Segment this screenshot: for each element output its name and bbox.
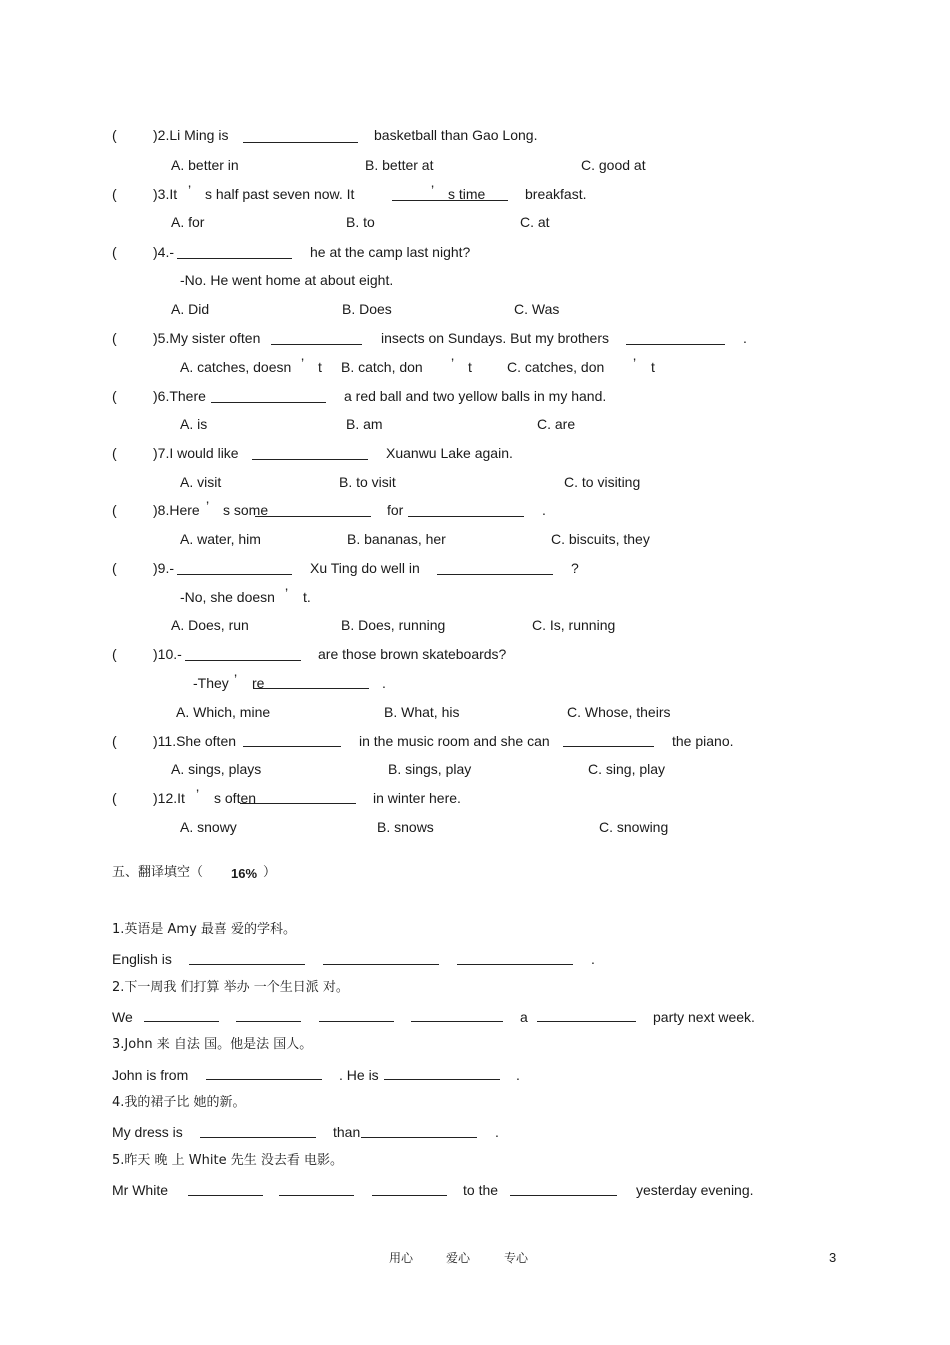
answer-paren: (	[112, 560, 117, 576]
answer-blank	[626, 344, 725, 345]
question-stem: )2.Li Ming is	[153, 127, 229, 143]
answer-paren: (	[112, 646, 117, 662]
question-stem: )9.-	[153, 560, 174, 576]
apostrophe: ’	[431, 182, 435, 198]
chinese-prompt: 4.我的裙子比 她的新。	[112, 1095, 246, 1110]
section-title-close: ）	[263, 865, 277, 880]
chinese-prompt: 2.下一周我 们打算 举办 一个生日派 对。	[112, 980, 349, 995]
option-b: B. to visit	[339, 474, 396, 490]
english-sentence: party next week.	[653, 1009, 755, 1025]
question-stem: )5.My sister often	[153, 330, 261, 346]
english-sentence: yesterday evening.	[636, 1182, 754, 1198]
question-stem: )7.I would like	[153, 445, 239, 461]
question-stem: Xu Ting do well in	[310, 560, 420, 576]
answer-blank	[253, 688, 369, 689]
chinese-prompt: 5.昨天 晚 上 White 先生 没去看 电影。	[112, 1153, 343, 1168]
answer-blank	[200, 1137, 316, 1138]
answer-paren: (	[112, 186, 117, 202]
question-stem: .	[542, 502, 546, 518]
dialogue-reply-end: .	[382, 675, 386, 691]
answer-blank	[279, 1195, 354, 1196]
question-stem: s half past seven now. It	[205, 186, 355, 202]
option-c: C. sing, play	[588, 761, 666, 777]
question-stem: in winter here.	[373, 790, 461, 806]
answer-blank	[177, 258, 292, 259]
answer-blank	[236, 1021, 301, 1022]
footer-motto: 专心	[504, 1251, 529, 1265]
answer-paren: (	[112, 502, 117, 518]
option-b: B. am	[346, 416, 383, 432]
section-score: 16%	[231, 866, 258, 881]
answer-blank	[537, 1021, 636, 1022]
answer-blank	[392, 200, 508, 201]
question-stem: Xuanwu Lake again.	[386, 445, 513, 461]
question-stem: basketball than Gao Long.	[374, 127, 538, 143]
option-a: A. for	[171, 214, 205, 230]
apostrophe: ’	[196, 786, 200, 802]
answer-blank	[563, 746, 654, 747]
question-stem: ?	[571, 560, 579, 576]
answer-blank	[437, 574, 553, 575]
question-stem: for	[387, 502, 404, 518]
footer-motto: 爱心	[446, 1251, 471, 1265]
option-b: B. better at	[365, 157, 434, 173]
answer-blank	[384, 1079, 500, 1080]
answer-blank	[271, 344, 362, 345]
dialogue-reply: -They	[193, 675, 229, 691]
page-number: 3	[829, 1250, 837, 1265]
option-c: C. are	[537, 416, 576, 432]
answer-blank	[243, 746, 341, 747]
answer-blank	[411, 1021, 503, 1022]
option-c: C. catches, don	[507, 359, 605, 375]
option-c: C. to visiting	[564, 474, 641, 490]
dialogue-reply-end: t.	[303, 589, 311, 605]
question-stem: )3.It	[153, 186, 178, 202]
answer-blank	[188, 1195, 263, 1196]
option-b: B. sings, play	[388, 761, 472, 777]
apostrophe: ’	[633, 355, 637, 371]
option-b-end: t	[468, 359, 472, 375]
question-stem: )8.Here	[153, 502, 200, 518]
option-c: C. at	[520, 214, 550, 230]
question-stem: )11.She often	[153, 733, 237, 749]
answer-paren: (	[112, 127, 117, 143]
section-title: 五、翻译填空（	[112, 865, 204, 880]
option-b: B. bananas, her	[347, 531, 446, 547]
chinese-prompt: 3.John 来 自法 国。他是法 国人。	[112, 1037, 313, 1052]
question-stem: .	[743, 330, 747, 346]
english-sentence: than	[333, 1124, 361, 1140]
english-sentence: .	[495, 1124, 499, 1140]
question-stem: he at the camp last night?	[310, 244, 471, 260]
option-a: A. visit	[180, 474, 222, 490]
option-a: A. water, him	[180, 531, 261, 547]
answer-blank	[252, 459, 368, 460]
question-stem: s some	[223, 502, 269, 518]
option-b: B. Does	[342, 301, 392, 317]
answer-blank	[185, 660, 301, 661]
option-a: A. catches, doesn	[180, 359, 292, 375]
answer-blank	[243, 142, 358, 143]
apostrophe: ’	[451, 355, 455, 371]
option-a: A. snowy	[180, 819, 237, 835]
question-stem: insects on Sundays. But my brothers	[381, 330, 609, 346]
apostrophe: ’	[234, 671, 238, 687]
answer-blank	[510, 1195, 617, 1196]
english-sentence: .	[591, 951, 595, 967]
option-b: B. to	[346, 214, 375, 230]
answer-blank	[206, 1079, 322, 1080]
answer-paren: (	[112, 445, 117, 461]
option-a-end: t	[318, 359, 322, 375]
option-c: C. Is, running	[532, 617, 616, 633]
english-sentence: Mr White	[112, 1182, 168, 1198]
english-sentence: John is from	[112, 1067, 189, 1083]
option-a: A. better in	[171, 157, 239, 173]
dialogue-reply: -No, she doesn	[180, 589, 275, 605]
answer-blank	[189, 964, 305, 965]
option-a: A. is	[180, 416, 208, 432]
answer-blank	[144, 1021, 219, 1022]
answer-blank	[361, 1137, 477, 1138]
apostrophe: ’	[285, 585, 289, 601]
answer-blank	[211, 402, 326, 403]
apostrophe: ’	[188, 182, 192, 198]
answer-blank	[408, 516, 524, 517]
question-stem: the piano.	[672, 733, 734, 749]
english-sentence: . He is	[339, 1067, 379, 1083]
chinese-prompt: 1.英语是 Amy 最喜 爱的学科。	[112, 922, 297, 937]
answer-blank	[372, 1195, 447, 1196]
answer-blank	[457, 964, 573, 965]
option-b: B. catch, don	[341, 359, 423, 375]
option-a: A. Did	[171, 301, 210, 317]
option-c: C. Whose, theirs	[567, 704, 671, 720]
answer-blank	[323, 964, 439, 965]
english-sentence: My dress is	[112, 1124, 183, 1140]
english-sentence: .	[516, 1067, 520, 1083]
option-a: A. Does, run	[171, 617, 249, 633]
answer-paren: (	[112, 388, 117, 404]
question-stem: a red ball and two yellow balls in my hand.	[344, 388, 607, 404]
apostrophe: ’	[206, 498, 210, 514]
option-c: C. Was	[514, 301, 560, 317]
answer-paren: (	[112, 790, 117, 806]
question-stem: are those brown skateboards?	[318, 646, 507, 662]
question-stem: )6.There	[153, 388, 206, 404]
option-c: C. biscuits, they	[551, 531, 650, 547]
english-sentence: to the	[463, 1182, 499, 1198]
option-c-end: t	[651, 359, 655, 375]
option-b: B. Does, running	[341, 617, 446, 633]
answer-blank	[240, 803, 356, 804]
option-b: B. snows	[377, 819, 434, 835]
option-a: A. Which, mine	[176, 704, 271, 720]
answer-blank	[177, 574, 292, 575]
question-stem: in the music room and she can	[359, 733, 550, 749]
question-stem: )4.-	[153, 244, 174, 260]
option-c: C. snowing	[599, 819, 669, 835]
option-c: C. good at	[581, 157, 646, 173]
english-sentence: We	[112, 1009, 133, 1025]
question-stem: )10.-	[153, 646, 182, 662]
question-stem: s time	[448, 186, 486, 202]
option-b: B. What, his	[384, 704, 460, 720]
option-a: A. sings, plays	[171, 761, 262, 777]
answer-paren: (	[112, 244, 117, 260]
answer-paren: (	[112, 733, 117, 749]
answer-paren: (	[112, 330, 117, 346]
dialogue-reply: re	[252, 675, 265, 691]
dialogue-reply: -No. He went home at about eight.	[180, 272, 394, 288]
question-stem: s often	[214, 790, 257, 806]
english-sentence: English is	[112, 951, 172, 967]
question-stem: breakfast.	[525, 186, 587, 202]
apostrophe: ’	[301, 355, 305, 371]
english-sentence: a	[520, 1009, 528, 1025]
footer-motto: 用心	[389, 1251, 414, 1265]
answer-blank	[255, 516, 371, 517]
answer-blank	[319, 1021, 394, 1022]
question-stem: )12.It	[153, 790, 185, 806]
